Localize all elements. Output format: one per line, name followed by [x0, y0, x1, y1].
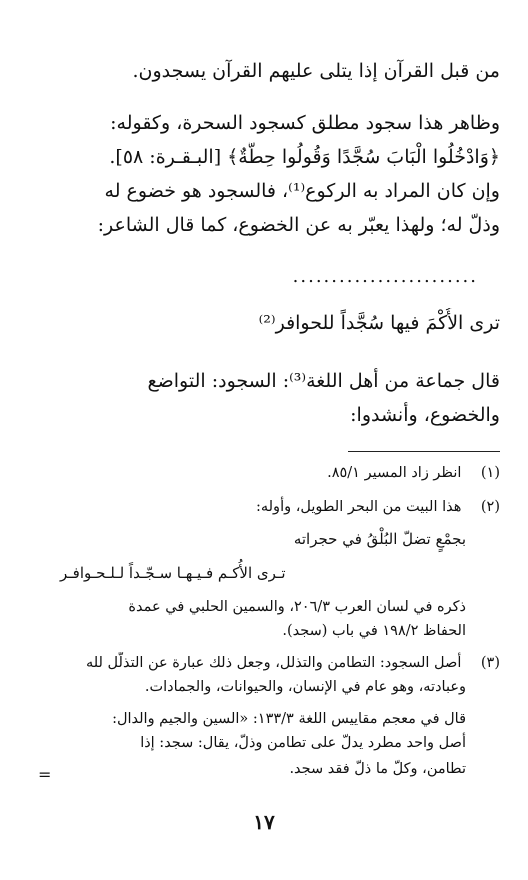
footnote-3-line-1: أصل السجود: التطامن والتذلل، وجعل ذلك عبارة عن التذلّل لله	[85, 655, 462, 671]
continuation-mark: =	[38, 765, 52, 784]
footnote-3-line-5: تطامن، وكلّ ما ذلّ فقد سجد.	[289, 761, 466, 777]
footnote-1-number: (١)	[480, 465, 500, 481]
quran-verse-line: ﴿وَادْخُلُوا الْبَابَ سُجَّدًا وَقُولُوا حِطَّةٌ﴾ [البـقـرة: ٥٨].	[109, 146, 500, 168]
page-number: ١٧	[253, 810, 275, 834]
poetry-verse: ترى الأُكْمَ فيها سُجَّداً للحوافر⁽²⁾	[258, 312, 500, 334]
body-line-5: وذلّ له؛ ولهذا يعبّر به عن الخضوع، كما قال الشاعر:	[97, 214, 500, 236]
footnote-2	[28, 496, 500, 518]
footnote-1-text: انظر زاد المسير ٨٥/١.	[327, 465, 462, 481]
footnote-3-number: (٣)	[480, 655, 500, 671]
body-line-7: والخضوع، وأنشدوا:	[350, 404, 500, 426]
footnote-2-verse-first-half: بجمْعٍ تضلّ البُلْقُ في حجراته	[293, 530, 466, 548]
body-line-4: وإن كان المراد به الركوع⁽¹⁾، فالسجود هو خضوع له	[104, 180, 500, 202]
footnote-2-number: (٢)	[480, 499, 500, 515]
footnote-separator	[348, 451, 500, 452]
body-line-1: من قبل القرآن إذا يتلى عليهم القرآن يسجدون.	[132, 60, 500, 82]
footnote-2-verse-second-half: تـرى الأُكـم فـيـهـا سـجّـداً لـلـحـوافـر	[60, 564, 286, 582]
footnote-2-text: هذا البيت من البحر الطويل، وأوله:	[255, 499, 462, 515]
ellipsis-dots: ........................	[292, 266, 478, 287]
footnote-3-line-3: قال في معجم مقاييس اللغة ١٣٣/٣: «السين والجيم والدال:	[112, 711, 466, 727]
footnote-1	[28, 462, 500, 484]
footnote-3-line-4: أصل واحد مطرد يدلّ على تطامن وذلّ، يقال: سجد: إذا	[140, 735, 466, 751]
footnote-3-line-2: وعبادته، وهو عام في الإنسان، والحيوانات، والجمادات.	[144, 679, 466, 695]
footnote-2-line-3: ذكره في لسان العرب ٢٠٦/٣، والسمين الحلبي في عمدة	[128, 599, 466, 615]
footnote-2-line-4: الحفاظ ١٩٨/٢ في باب (سجد).	[282, 623, 466, 639]
body-line-6: قال جماعة من أهل اللغة⁽³⁾: السجود: التواضع	[147, 370, 500, 392]
footnote-3	[28, 652, 500, 674]
body-line-2: وظاهر هذا سجود مطلق كسجود السحرة، وكقوله:	[110, 112, 500, 134]
